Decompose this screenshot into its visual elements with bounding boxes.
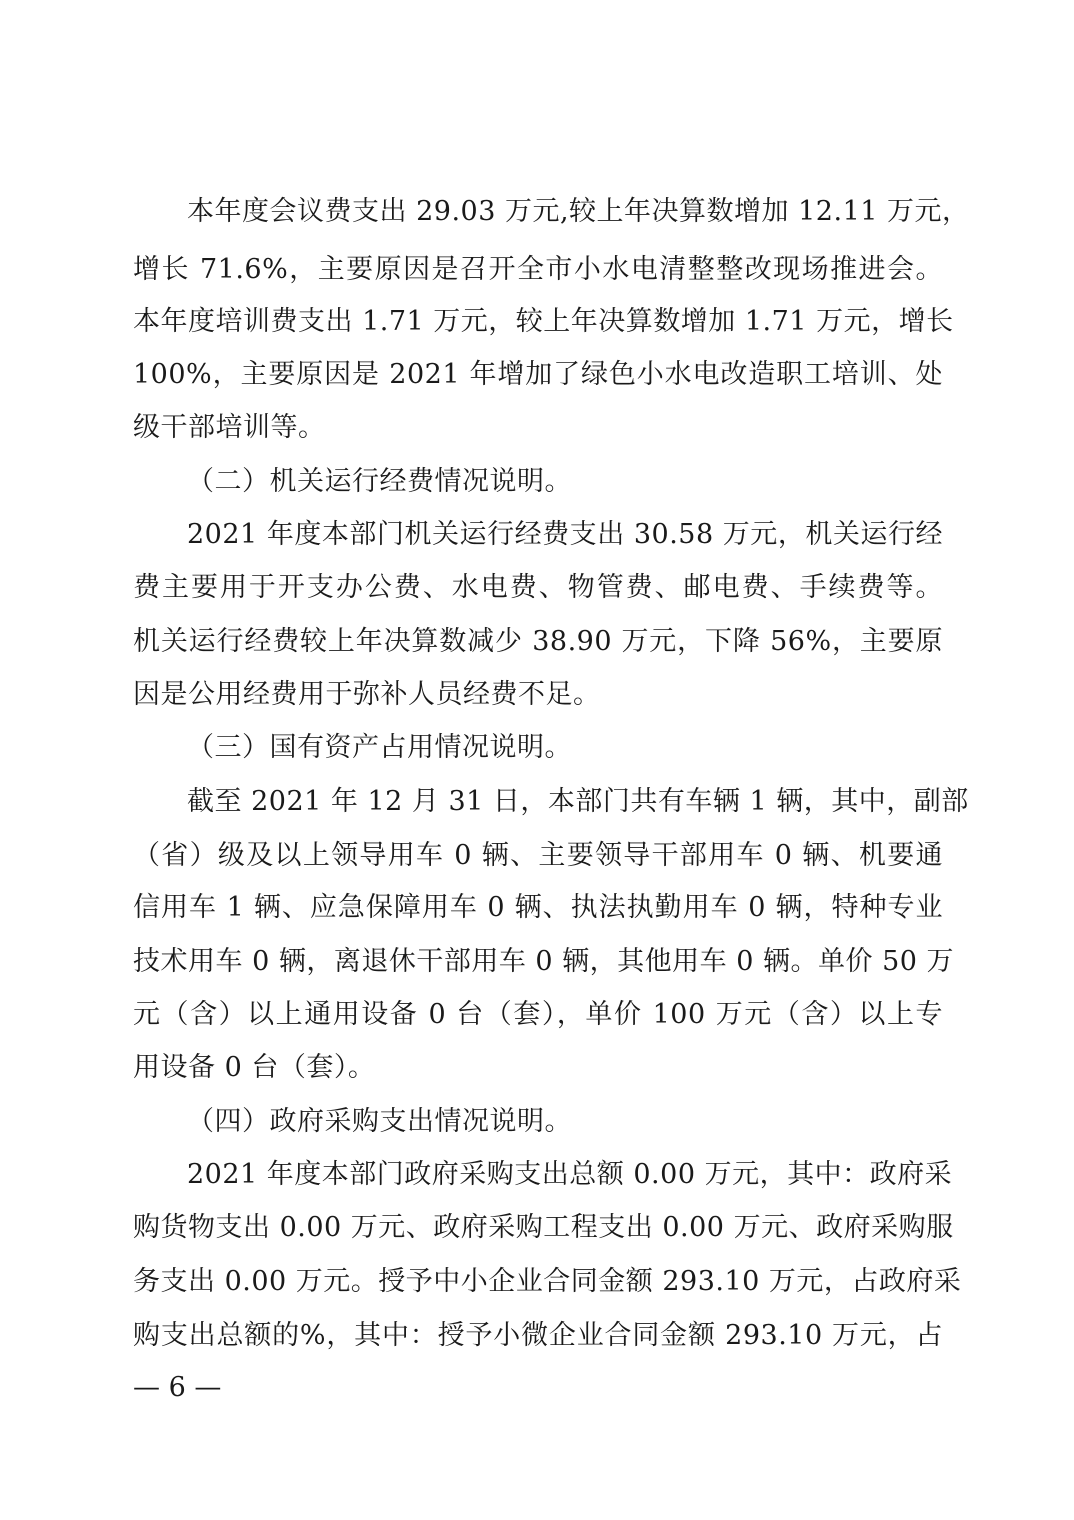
- body-text-line: 费主要用于开支办公费、水电费、物管费、邮电费、手续费等。: [133, 572, 943, 603]
- body-text-line: 增长 71.6%，主要原因是召开全市小水电清整整改现场推进会。: [133, 254, 943, 285]
- body-text-line: 2021 年度本部门政府采购支出总额 0.00 万元，其中：政府采: [187, 1159, 953, 1190]
- body-text-line: 100%，主要原因是 2021 年增加了绿色小水电改造职工培训、处: [133, 359, 943, 390]
- body-text-line: 务支出 0.00 万元。授予中小企业合同金额 293.10 万元，占政府采: [133, 1266, 962, 1297]
- body-text-line: （省）级及以上领导用车 0 辆、主要领导干部用车 0 辆、机要通: [133, 840, 943, 871]
- body-text-line: 元（含）以上通用设备 0 台（套），单价 100 万元（含）以上专: [133, 999, 943, 1030]
- body-text-line: 信用车 1 辆、应急保障用车 0 辆、执法执勤用车 0 辆，特种专业: [133, 892, 943, 923]
- body-text-line: 本年度培训费支出 1.71 万元，较上年决算数增加 1.71 万元，增长: [133, 306, 954, 337]
- body-text-line: 本年度会议费支出 29.03 万元,较上年决算数增加 12.11 万元，: [187, 196, 970, 227]
- body-text-line: 机关运行经费较上年决算数减少 38.90 万元，下降 56%，主要原: [133, 626, 943, 657]
- body-text-line: 级干部培训等。: [133, 412, 326, 443]
- body-text-line: 购货物支出 0.00 万元、政府采购工程支出 0.00 万元、政府采购服: [133, 1212, 954, 1243]
- section-heading: （三）国有资产占用情况说明。: [187, 732, 572, 763]
- section-heading: （四）政府采购支出情况说明。: [187, 1106, 572, 1137]
- body-text-line: 用设备 0 台（套）。: [133, 1052, 376, 1083]
- section-heading: （二）机关运行经费情况说明。: [187, 466, 572, 497]
- body-text-line: 技术用车 0 辆，离退休干部用车 0 辆，其他用车 0 辆。单价 50 万: [133, 946, 955, 977]
- page-number: — 6 —: [133, 1372, 222, 1403]
- body-text-line: 购支出总额的%，其中：授予小微企业合同金额 293.10 万元，占: [133, 1320, 943, 1351]
- body-text-line: 截至 2021 年 12 月 31 日，本部门共有车辆 1 辆，其中，副部: [187, 786, 969, 817]
- body-text-line: 2021 年度本部门机关运行经费支出 30.58 万元，机关运行经: [187, 519, 943, 550]
- body-text-line: 因是公用经费用于弥补人员经费不足。: [133, 679, 601, 710]
